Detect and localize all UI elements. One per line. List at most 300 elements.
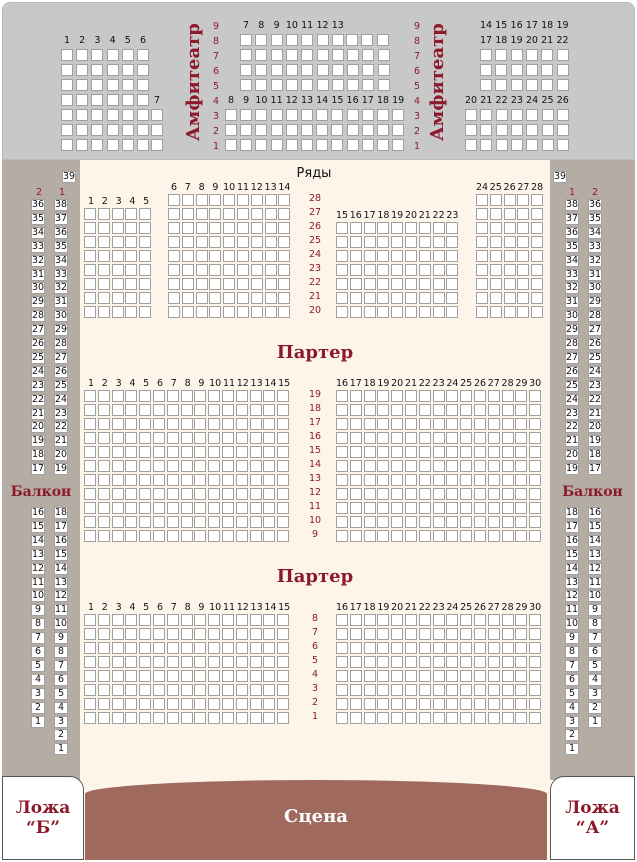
parterre-upper-right-seat[interactable] [476, 222, 488, 234]
parterre-upper-left-seat[interactable] [98, 306, 110, 318]
parterre-low-right-seat[interactable] [419, 712, 431, 724]
parterre-mid-left-seat[interactable] [181, 488, 193, 500]
parterre-low-left-seat[interactable] [236, 670, 248, 682]
amph-center-low-seat[interactable] [286, 139, 298, 151]
amph-center-low-seat[interactable] [316, 109, 328, 121]
parterre-low-left-seat[interactable] [125, 642, 137, 654]
amph-center-wide-seat[interactable] [286, 49, 298, 61]
parterre-low-right-seat[interactable] [446, 712, 458, 724]
parterre-upper-rmid-seat[interactable] [350, 306, 362, 318]
parterre-mid-left-seat[interactable] [222, 530, 234, 542]
parterre-mid-right-seat[interactable] [502, 502, 514, 514]
parterre-low-right-seat[interactable] [364, 642, 376, 654]
parterre-low-left-seat[interactable] [125, 684, 137, 696]
amph-left-seat[interactable] [61, 109, 73, 121]
parterre-upper-center-seat[interactable] [237, 264, 249, 276]
parterre-upper-center-seat[interactable] [223, 222, 235, 234]
parterre-low-right-seat[interactable] [460, 628, 472, 640]
balcony-right-seat[interactable]: 12 [566, 590, 579, 602]
parterre-mid-right-seat[interactable] [433, 530, 445, 542]
amph-center-low-seat[interactable] [377, 109, 389, 121]
parterre-mid-right-seat[interactable] [433, 446, 445, 458]
amph-right-low-seat[interactable] [465, 124, 477, 136]
parterre-low-left-seat[interactable] [84, 698, 96, 710]
balcony-left-seat[interactable]: 5 [31, 660, 45, 672]
parterre-mid-left-seat[interactable] [208, 516, 220, 528]
balcony-left-seat[interactable]: 20 [55, 449, 68, 461]
parterre-mid-left-seat[interactable] [181, 516, 193, 528]
parterre-low-left-seat[interactable] [181, 684, 193, 696]
amph-center-wide-seat[interactable] [347, 49, 359, 61]
amph-left-seat[interactable] [61, 64, 73, 76]
parterre-low-right-seat[interactable] [433, 614, 445, 626]
amph-left-seat[interactable] [137, 139, 149, 151]
parterre-upper-left-seat[interactable] [98, 236, 110, 248]
parterre-low-right-seat[interactable] [502, 684, 514, 696]
amph-left-seat[interactable] [91, 139, 103, 151]
parterre-mid-right-seat[interactable] [391, 502, 403, 514]
parterre-upper-center-seat[interactable] [209, 264, 221, 276]
parterre-low-left-seat[interactable] [222, 628, 234, 640]
parterre-low-right-seat[interactable] [529, 642, 541, 654]
balcony-right-seat[interactable]: 21 [589, 407, 602, 419]
amph-center-low-seat[interactable] [331, 139, 343, 151]
parterre-upper-left-seat[interactable] [125, 278, 137, 290]
parterre-mid-right-seat[interactable] [529, 432, 541, 444]
parterre-upper-center-seat[interactable] [223, 264, 235, 276]
parterre-mid-right-seat[interactable] [488, 460, 500, 472]
parterre-mid-right-seat[interactable] [377, 404, 389, 416]
parterre-upper-center-seat[interactable] [182, 222, 194, 234]
parterre-low-left-seat[interactable] [250, 614, 262, 626]
parterre-mid-right-seat[interactable] [433, 460, 445, 472]
parterre-upper-rmid-seat[interactable] [350, 236, 362, 248]
amph-left-seat[interactable] [137, 109, 149, 121]
parterre-upper-center-seat[interactable] [278, 292, 290, 304]
parterre-upper-center-seat[interactable] [237, 222, 249, 234]
amph-right-low-seat[interactable] [557, 124, 569, 136]
parterre-mid-left-seat[interactable] [139, 460, 151, 472]
parterre-mid-right-seat[interactable] [460, 404, 472, 416]
balcony-right-seat[interactable]: 3 [565, 716, 579, 728]
balcony-left-seat[interactable]: 13 [32, 548, 45, 560]
balcony-right-seat[interactable]: 32 [589, 254, 602, 266]
parterre-upper-left-seat[interactable] [112, 222, 124, 234]
amph-right-low-seat[interactable] [511, 109, 523, 121]
parterre-low-right-seat[interactable] [446, 698, 458, 710]
parterre-mid-right-seat[interactable] [474, 460, 486, 472]
parterre-mid-right-seat[interactable] [364, 488, 376, 500]
parterre-mid-right-seat[interactable] [502, 460, 514, 472]
balcony-left-seat[interactable]: 26 [55, 365, 68, 377]
parterre-upper-left-seat[interactable] [139, 222, 151, 234]
parterre-mid-right-seat[interactable] [446, 418, 458, 430]
amph-center-wide-seat[interactable] [240, 49, 252, 61]
balcony-right-seat[interactable]: 33 [566, 268, 579, 280]
balcony-left-seat[interactable]: 29 [32, 296, 45, 308]
amph-left-seat[interactable] [107, 109, 119, 121]
amph-right-low-seat[interactable] [557, 109, 569, 121]
amph-center-low-seat[interactable] [271, 124, 283, 136]
parterre-mid-left-seat[interactable] [181, 418, 193, 430]
parterre-mid-right-seat[interactable] [446, 404, 458, 416]
parterre-low-left-seat[interactable] [112, 642, 124, 654]
parterre-low-left-seat[interactable] [112, 712, 124, 724]
parterre-mid-right-seat[interactable] [529, 488, 541, 500]
parterre-mid-left-seat[interactable] [139, 516, 151, 528]
parterre-upper-left-seat[interactable] [125, 292, 137, 304]
parterre-upper-center-seat[interactable] [168, 306, 180, 318]
parterre-upper-center-seat[interactable] [265, 292, 277, 304]
parterre-low-left-seat[interactable] [263, 656, 275, 668]
parterre-low-left-seat[interactable] [194, 628, 206, 640]
parterre-mid-right-seat[interactable] [474, 432, 486, 444]
amph-left-seat[interactable] [107, 139, 119, 151]
amph-center-seat[interactable] [271, 34, 283, 46]
parterre-mid-left-seat[interactable] [167, 474, 179, 486]
parterre-mid-right-seat[interactable] [405, 488, 417, 500]
amph-right-seat[interactable] [495, 64, 507, 76]
parterre-low-left-seat[interactable] [153, 642, 165, 654]
parterre-upper-center-seat[interactable] [168, 264, 180, 276]
parterre-low-right-seat[interactable] [350, 642, 362, 654]
parterre-upper-center-seat[interactable] [237, 306, 249, 318]
parterre-mid-right-seat[interactable] [336, 488, 348, 500]
parterre-mid-right-seat[interactable] [350, 516, 362, 528]
parterre-upper-right-seat[interactable] [531, 278, 543, 290]
parterre-mid-right-seat[interactable] [377, 432, 389, 444]
parterre-mid-right-seat[interactable] [377, 488, 389, 500]
balcony-right-seat[interactable]: 26 [589, 338, 602, 349]
parterre-low-left-seat[interactable] [181, 670, 193, 682]
parterre-mid-left-seat[interactable] [98, 446, 110, 458]
balcony-left-seat[interactable]: 38 [55, 199, 68, 210]
parterre-upper-center-seat[interactable] [265, 278, 277, 290]
parterre-low-left-seat[interactable] [153, 698, 165, 710]
parterre-low-right-seat[interactable] [446, 642, 458, 654]
parterre-mid-right-seat[interactable] [350, 488, 362, 500]
parterre-mid-left-seat[interactable] [125, 474, 137, 486]
balcony-right-seat[interactable]: 15 [566, 548, 579, 560]
parterre-low-left-seat[interactable] [98, 684, 110, 696]
parterre-mid-right-seat[interactable] [446, 390, 458, 402]
parterre-low-left-seat[interactable] [208, 698, 220, 710]
parterre-mid-right-seat[interactable] [515, 404, 527, 416]
balcony-right-seat[interactable]: 32 [566, 282, 579, 294]
parterre-low-right-seat[interactable] [515, 628, 527, 640]
parterre-mid-right-seat[interactable] [377, 516, 389, 528]
amph-left-seat[interactable] [61, 79, 73, 91]
parterre-mid-left-seat[interactable] [84, 474, 96, 486]
parterre-upper-rmid-seat[interactable] [419, 222, 431, 234]
parterre-upper-rmid-seat[interactable] [391, 306, 403, 318]
parterre-upper-right-seat[interactable] [476, 208, 488, 220]
parterre-low-left-seat[interactable] [250, 684, 262, 696]
parterre-mid-right-seat[interactable] [336, 460, 348, 472]
parterre-low-left-seat[interactable] [167, 642, 179, 654]
amph-left-seat[interactable] [76, 49, 88, 61]
parterre-low-right-seat[interactable] [391, 656, 403, 668]
parterre-mid-right-seat[interactable] [391, 404, 403, 416]
amph-right-seat[interactable] [557, 49, 569, 61]
parterre-low-right-seat[interactable] [502, 656, 514, 668]
parterre-low-left-seat[interactable] [125, 670, 137, 682]
parterre-upper-left-seat[interactable] [125, 264, 137, 276]
parterre-mid-right-seat[interactable] [515, 432, 527, 444]
amph-right-seat[interactable] [480, 79, 492, 91]
parterre-mid-right-seat[interactable] [419, 418, 431, 430]
parterre-mid-right-seat[interactable] [405, 516, 417, 528]
amph-center-low-seat[interactable] [392, 139, 404, 151]
parterre-mid-left-seat[interactable] [139, 488, 151, 500]
parterre-upper-rmid-seat[interactable] [391, 250, 403, 262]
parterre-mid-right-seat[interactable] [529, 502, 541, 514]
parterre-mid-right-seat[interactable] [364, 390, 376, 402]
parterre-low-left-seat[interactable] [263, 712, 275, 724]
parterre-low-right-seat[interactable] [336, 642, 348, 654]
parterre-upper-left-seat[interactable] [139, 208, 151, 220]
parterre-mid-right-seat[interactable] [391, 474, 403, 486]
balcony-left-seat[interactable]: 35 [55, 240, 68, 252]
balcony-right-seat[interactable]: 1 [588, 716, 602, 728]
parterre-mid-left-seat[interactable] [98, 460, 110, 472]
parterre-upper-center-seat[interactable] [223, 292, 235, 304]
parterre-mid-right-seat[interactable] [446, 516, 458, 528]
parterre-upper-right-seat[interactable] [531, 292, 543, 304]
balcony-right-seat[interactable]: 36 [566, 226, 579, 238]
balcony-right-seat[interactable]: 14 [566, 562, 579, 574]
parterre-mid-right-seat[interactable] [460, 446, 472, 458]
parterre-mid-left-seat[interactable] [112, 446, 124, 458]
parterre-low-left-seat[interactable] [208, 656, 220, 668]
parterre-low-right-seat[interactable] [529, 614, 541, 626]
parterre-upper-rmid-seat[interactable] [419, 306, 431, 318]
parterre-low-right-seat[interactable] [364, 712, 376, 724]
parterre-mid-right-seat[interactable] [433, 488, 445, 500]
parterre-low-right-seat[interactable] [350, 628, 362, 640]
parterre-mid-right-seat[interactable] [529, 474, 541, 486]
amph-center-wide-seat[interactable] [240, 64, 252, 76]
parterre-mid-left-seat[interactable] [84, 390, 96, 402]
amph-left-seat[interactable] [76, 94, 88, 106]
parterre-mid-right-seat[interactable] [474, 488, 486, 500]
amph-left-seat[interactable] [107, 64, 119, 76]
balcony-right-seat[interactable]: 6 [565, 674, 579, 686]
parterre-mid-left-seat[interactable] [98, 418, 110, 430]
parterre-upper-rmid-seat[interactable] [446, 306, 458, 318]
parterre-mid-right-seat[interactable] [336, 516, 348, 528]
balcony-right-seat[interactable]: 24 [589, 365, 602, 377]
parterre-mid-right-seat[interactable] [460, 390, 472, 402]
parterre-low-left-seat[interactable] [139, 642, 151, 654]
parterre-mid-left-seat[interactable] [153, 418, 165, 430]
parterre-low-left-seat[interactable] [98, 712, 110, 724]
amph-right-low-seat[interactable] [480, 139, 492, 151]
parterre-mid-left-seat[interactable] [167, 418, 179, 430]
parterre-mid-right-seat[interactable] [502, 390, 514, 402]
parterre-upper-right-seat[interactable] [531, 250, 543, 262]
parterre-mid-left-seat[interactable] [153, 390, 165, 402]
parterre-low-left-seat[interactable] [194, 614, 206, 626]
balcony-left-seat[interactable]: 34 [55, 254, 68, 266]
parterre-mid-right-seat[interactable] [529, 516, 541, 528]
parterre-upper-center-seat[interactable] [209, 222, 221, 234]
parterre-mid-right-seat[interactable] [488, 418, 500, 430]
parterre-mid-right-seat[interactable] [364, 474, 376, 486]
parterre-upper-rmid-seat[interactable] [336, 278, 348, 290]
parterre-mid-right-seat[interactable] [405, 530, 417, 542]
amph-center-wide-seat[interactable] [378, 64, 390, 76]
balcony-right-seat[interactable]: 16 [566, 534, 579, 546]
parterre-mid-left-seat[interactable] [167, 488, 179, 500]
parterre-upper-rmid-seat[interactable] [405, 306, 417, 318]
parterre-mid-left-seat[interactable] [277, 390, 289, 402]
parterre-low-right-seat[interactable] [433, 684, 445, 696]
amph-right-low-seat[interactable] [542, 139, 554, 151]
parterre-low-right-seat[interactable] [460, 712, 472, 724]
amph-center-low-seat[interactable] [392, 109, 404, 121]
parterre-low-left-seat[interactable] [98, 698, 110, 710]
parterre-mid-left-seat[interactable] [236, 460, 248, 472]
parterre-upper-right-seat[interactable] [517, 264, 529, 276]
parterre-low-left-seat[interactable] [112, 656, 124, 668]
parterre-low-left-seat[interactable] [277, 712, 289, 724]
amph-center-low-seat[interactable] [316, 124, 328, 136]
parterre-mid-left-seat[interactable] [250, 530, 262, 542]
parterre-mid-left-seat[interactable] [263, 418, 275, 430]
parterre-low-left-seat[interactable] [167, 614, 179, 626]
parterre-upper-center-seat[interactable] [209, 236, 221, 248]
balcony-right-seat[interactable]: 18 [566, 507, 579, 518]
parterre-upper-left-seat[interactable] [84, 264, 96, 276]
parterre-mid-right-seat[interactable] [391, 446, 403, 458]
parterre-upper-center-seat[interactable] [196, 236, 208, 248]
parterre-upper-rmid-seat[interactable] [377, 222, 389, 234]
balcony-right-seat[interactable]: 12 [589, 562, 602, 574]
parterre-low-left-seat[interactable] [208, 670, 220, 682]
parterre-mid-right-seat[interactable] [391, 516, 403, 528]
parterre-mid-left-seat[interactable] [98, 390, 110, 402]
balcony-left-seat[interactable]: 16 [55, 534, 68, 546]
parterre-mid-left-seat[interactable] [236, 530, 248, 542]
parterre-mid-left-seat[interactable] [112, 502, 124, 514]
parterre-mid-right-seat[interactable] [433, 474, 445, 486]
parterre-low-right-seat[interactable] [405, 698, 417, 710]
parterre-low-left-seat[interactable] [153, 614, 165, 626]
parterre-low-left-seat[interactable] [250, 670, 262, 682]
balcony-left-seat[interactable]: 23 [32, 379, 45, 391]
parterre-low-left-seat[interactable] [222, 712, 234, 724]
parterre-low-left-seat[interactable] [263, 684, 275, 696]
parterre-low-right-seat[interactable] [446, 670, 458, 682]
parterre-mid-left-seat[interactable] [222, 516, 234, 528]
balcony-left-seat[interactable]: 4 [31, 674, 45, 686]
parterre-mid-left-seat[interactable] [236, 404, 248, 416]
balcony-left-seat[interactable]: 33 [55, 268, 68, 280]
parterre-upper-left-seat[interactable] [84, 278, 96, 290]
parterre-mid-right-seat[interactable] [405, 502, 417, 514]
parterre-low-right-seat[interactable] [446, 656, 458, 668]
parterre-mid-left-seat[interactable] [167, 446, 179, 458]
parterre-mid-right-seat[interactable] [515, 530, 527, 542]
parterre-upper-rmid-seat[interactable] [391, 278, 403, 290]
parterre-low-left-seat[interactable] [84, 642, 96, 654]
parterre-mid-right-seat[interactable] [460, 432, 472, 444]
balcony-right-seat[interactable]: 38 [566, 199, 579, 210]
parterre-low-left-seat[interactable] [139, 656, 151, 668]
parterre-mid-left-seat[interactable] [236, 516, 248, 528]
amph-center-mid-seat[interactable] [361, 34, 373, 46]
balcony-left-seat[interactable]: 12 [55, 590, 68, 602]
amph-left-seat[interactable] [122, 94, 134, 106]
parterre-upper-center-seat[interactable] [265, 250, 277, 262]
parterre-upper-center-seat[interactable] [182, 306, 194, 318]
balcony-left-seat[interactable]: 39 [63, 171, 76, 182]
amph-center-seat[interactable] [255, 34, 267, 46]
balcony-right-seat[interactable]: 33 [589, 240, 602, 252]
parterre-mid-left-seat[interactable] [236, 502, 248, 514]
balcony-right-seat[interactable]: 5 [565, 688, 579, 700]
parterre-upper-rmid-seat[interactable] [336, 250, 348, 262]
parterre-mid-right-seat[interactable] [474, 390, 486, 402]
parterre-upper-rmid-seat[interactable] [336, 264, 348, 276]
parterre-mid-left-seat[interactable] [263, 432, 275, 444]
parterre-upper-left-seat[interactable] [125, 236, 137, 248]
balcony-left-seat[interactable]: 10 [32, 590, 45, 602]
parterre-mid-left-seat[interactable] [222, 404, 234, 416]
parterre-low-right-seat[interactable] [529, 698, 541, 710]
parterre-upper-rmid-seat[interactable] [391, 264, 403, 276]
parterre-low-right-seat[interactable] [502, 628, 514, 640]
amph-right-low-seat[interactable] [542, 124, 554, 136]
amph-left-seat[interactable] [61, 49, 73, 61]
parterre-mid-right-seat[interactable] [350, 446, 362, 458]
parterre-mid-left-seat[interactable] [208, 446, 220, 458]
parterre-upper-rmid-seat[interactable] [446, 236, 458, 248]
parterre-low-right-seat[interactable] [336, 670, 348, 682]
parterre-mid-right-seat[interactable] [391, 488, 403, 500]
parterre-mid-right-seat[interactable] [446, 446, 458, 458]
amph-center-low-seat[interactable] [377, 124, 389, 136]
amph-right-seat[interactable] [495, 79, 507, 91]
parterre-upper-rmid-seat[interactable] [405, 292, 417, 304]
balcony-right-seat[interactable]: 24 [566, 393, 579, 405]
parterre-mid-left-seat[interactable] [194, 404, 206, 416]
parterre-mid-left-seat[interactable] [181, 446, 193, 458]
parterre-low-left-seat[interactable] [98, 628, 110, 640]
parterre-low-right-seat[interactable] [474, 698, 486, 710]
parterre-low-left-seat[interactable] [222, 684, 234, 696]
parterre-low-left-seat[interactable] [236, 628, 248, 640]
balcony-left-seat[interactable]: 4 [54, 702, 68, 714]
parterre-low-right-seat[interactable] [515, 684, 527, 696]
parterre-mid-right-seat[interactable] [433, 516, 445, 528]
amph-center-4-seat[interactable] [378, 79, 390, 91]
parterre-upper-center-seat[interactable] [251, 208, 263, 220]
parterre-low-right-seat[interactable] [377, 670, 389, 682]
parterre-mid-left-seat[interactable] [277, 460, 289, 472]
parterre-mid-right-seat[interactable] [460, 474, 472, 486]
parterre-mid-left-seat[interactable] [153, 502, 165, 514]
parterre-upper-left-seat[interactable] [84, 236, 96, 248]
balcony-left-seat[interactable]: 28 [32, 310, 45, 322]
parterre-upper-left-seat[interactable] [112, 278, 124, 290]
parterre-mid-right-seat[interactable] [529, 460, 541, 472]
parterre-upper-right-seat[interactable] [476, 292, 488, 304]
parterre-mid-left-seat[interactable] [167, 390, 179, 402]
parterre-mid-left-seat[interactable] [263, 390, 275, 402]
balcony-right-seat[interactable]: 35 [566, 240, 579, 252]
